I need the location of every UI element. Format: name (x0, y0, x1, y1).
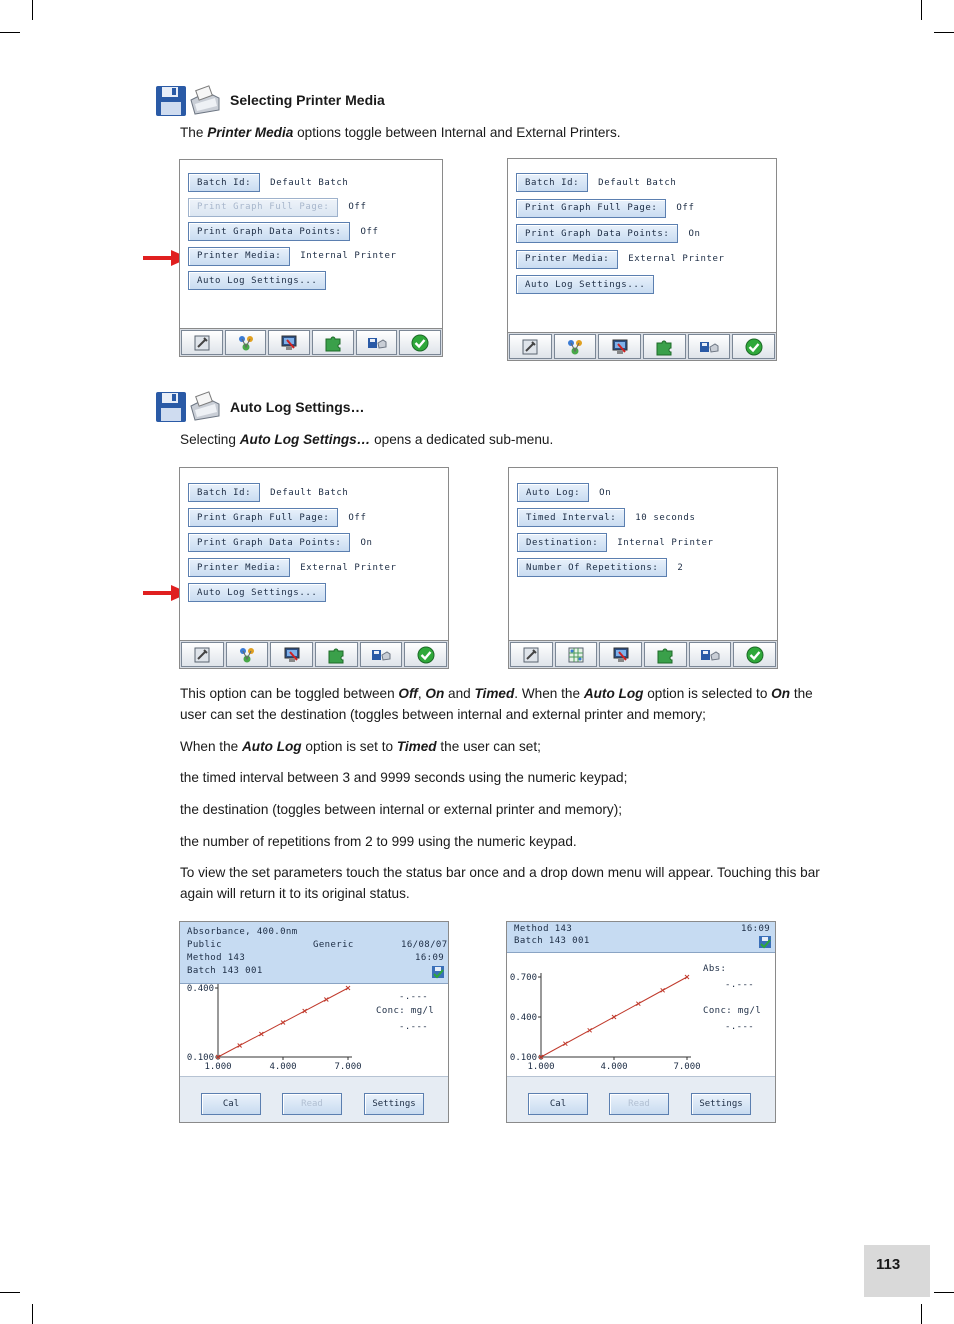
setting-button[interactable]: Print Graph Full Page: (188, 508, 338, 527)
ok-check-icon (745, 646, 765, 664)
setting-value: On (360, 537, 373, 548)
setting-row (517, 533, 714, 552)
batch-name: Batch 143 001 (187, 966, 263, 976)
x-tick-label: 4.000 (269, 1062, 297, 1072)
section-intro: The Printer Media options toggle between Internal and External Printers. (180, 125, 621, 140)
toolbar-button[interactable] (554, 334, 597, 359)
puzzle-icon (323, 334, 343, 352)
setting-button[interactable]: Batch Id: (516, 173, 588, 192)
crop-mark (0, 32, 20, 33)
puzzle-icon (654, 338, 674, 356)
profile-name: Generic (313, 940, 354, 950)
setting-value: External Printer (300, 562, 397, 573)
setting-value: On (599, 487, 612, 498)
setting-row (517, 508, 695, 527)
graph-screen (506, 921, 776, 1123)
data-point (324, 998, 328, 1002)
grid-icon (566, 646, 586, 664)
setting-value: Off (348, 202, 367, 212)
setting-value: Default Batch (270, 487, 349, 498)
settings-button[interactable]: Settings (364, 1093, 424, 1115)
timed-paragraph: When the Auto Log option is set to Timed the user can set; (180, 739, 541, 754)
conc-label: Conc: mg/l (376, 1006, 435, 1016)
y-tick-label: 0.100 (509, 1053, 537, 1063)
toolbar-button[interactable] (312, 330, 354, 355)
save-print-icon (371, 646, 391, 664)
x-tick-label: 7.000 (673, 1062, 701, 1072)
toolbar-button[interactable] (225, 330, 267, 355)
setting-button[interactable]: Print Graph Full Page: (516, 199, 666, 218)
computer-icon (279, 334, 299, 352)
setting-button[interactable]: Printer Media: (188, 558, 290, 577)
save-print-icon (155, 84, 223, 118)
data-point (685, 975, 689, 979)
connections-icon (565, 338, 585, 356)
computer-icon (610, 338, 630, 356)
toolbar-button[interactable] (315, 642, 358, 667)
setting-button[interactable]: Auto Log: (517, 483, 589, 502)
toolbar-button[interactable] (732, 334, 775, 359)
data-point (612, 1015, 616, 1019)
setting-button[interactable]: Auto Log Settings... (188, 583, 326, 602)
conc-label: Conc: mg/l (703, 1006, 762, 1016)
toolbar-button[interactable] (181, 642, 224, 667)
toolbar-button[interactable] (509, 334, 552, 359)
setting-button[interactable]: Print Graph Data Points: (188, 222, 350, 241)
setting-value: External Printer (628, 254, 725, 264)
toolbar-button[interactable] (688, 334, 731, 359)
read-button[interactable]: Read (282, 1093, 342, 1115)
data-point (661, 988, 665, 992)
setting-button[interactable]: Number Of Repetitions: (517, 558, 667, 577)
toolbar-button[interactable] (360, 642, 403, 667)
setting-row (188, 198, 366, 217)
setting-value: Internal Printer (300, 251, 397, 261)
tools-icon (192, 334, 212, 352)
setting-button[interactable]: Print Graph Data Points: (516, 224, 678, 243)
status-bar[interactable] (507, 922, 775, 953)
setting-row (516, 275, 654, 294)
data-point (303, 1009, 307, 1013)
measurement-mode: Absorbance, 400.0nm (187, 927, 298, 937)
toolbar-button[interactable] (226, 642, 269, 667)
setting-row (188, 173, 348, 192)
computer-icon (282, 646, 302, 664)
printer-settings-screen (179, 159, 443, 357)
toolbar-button[interactable] (268, 330, 310, 355)
setting-row (188, 271, 326, 290)
screen-toolbar (509, 640, 777, 668)
toolbar-button[interactable] (181, 330, 223, 355)
printer-settings-screen (179, 467, 449, 669)
data-point (588, 1028, 592, 1032)
body-paragraph: the timed interval between 3 and 9999 seconds using the numeric keypad; (180, 770, 628, 785)
setting-row (517, 558, 683, 577)
save-print-icon (699, 338, 719, 356)
connections-icon (237, 646, 257, 664)
graph-footer (180, 1076, 448, 1122)
ok-check-icon (416, 646, 436, 664)
computer-icon (611, 646, 631, 664)
setting-button[interactable]: Batch Id: (188, 173, 260, 192)
batch-name: Batch 143 001 (514, 936, 590, 946)
crop-mark (921, 0, 922, 20)
x-tick-label: 1.000 (204, 1062, 232, 1072)
settings-button[interactable]: Settings (691, 1093, 751, 1115)
setting-button[interactable]: Print Graph Full Page: (188, 198, 338, 217)
save-print-icon (700, 646, 720, 664)
crop-mark (934, 32, 954, 33)
toolbar-button[interactable] (644, 642, 687, 667)
setting-row (516, 250, 725, 269)
setting-value: Default Batch (598, 177, 677, 188)
date-text: 16/08/07 (401, 940, 448, 950)
save-status-icon (431, 965, 445, 979)
crop-mark (921, 1304, 922, 1324)
user-name: Public (187, 940, 222, 950)
toolbar-button[interactable] (733, 642, 776, 667)
toolbar-button[interactable] (643, 334, 686, 359)
setting-row (188, 508, 366, 527)
method-name: Method 143 (187, 953, 246, 963)
setting-row (188, 558, 397, 577)
tools-icon (521, 646, 541, 664)
setting-button[interactable]: Print Graph Data Points: (188, 533, 350, 552)
toolbar-button[interactable] (689, 642, 732, 667)
setting-value: Off (360, 226, 379, 237)
abs-value: -.--- (399, 992, 429, 1002)
abs-value: -.--- (725, 980, 755, 990)
graph-screen (179, 921, 449, 1123)
setting-button[interactable]: Auto Log Settings... (516, 275, 654, 294)
toolbar-button[interactable] (555, 642, 598, 667)
setting-value: On (688, 228, 701, 239)
setting-button[interactable]: Timed Interval: (517, 508, 625, 527)
crop-mark (934, 1292, 954, 1293)
crop-mark (32, 0, 33, 20)
y-tick-label: 0.700 (509, 973, 537, 983)
y-tick-label: 0.400 (509, 1013, 537, 1023)
x-tick-label: 4.000 (600, 1062, 628, 1072)
toolbar-button[interactable] (599, 642, 642, 667)
method-name: Method 143 (514, 924, 573, 934)
time-text: 16:09 (741, 924, 771, 934)
connections-icon (236, 334, 256, 352)
data-point (259, 1032, 263, 1036)
data-point (563, 1042, 567, 1046)
auto-log-paragraph: This option can be toggled between Off, On and Timed. When the Auto Log option is selected to On the user can set the destination (toggles between internal and external printer and memory; (180, 686, 813, 722)
toolbar-button[interactable] (510, 642, 553, 667)
setting-value: 2 (677, 562, 684, 573)
setting-button[interactable]: Batch Id: (188, 483, 260, 502)
page-number: 113 (864, 1245, 930, 1297)
data-point (281, 1021, 285, 1025)
tools-icon (192, 646, 212, 664)
save-print-icon (367, 334, 387, 352)
toolbar-button[interactable] (356, 330, 398, 355)
setting-row (516, 173, 676, 192)
conc-value: -.--- (725, 1022, 755, 1032)
body-paragraph: the number of repetitions from 2 to 999 using the numeric keypad. (180, 834, 577, 849)
cal-button[interactable]: Cal (528, 1093, 588, 1115)
graph-footer (507, 1076, 775, 1122)
section-intro: Selecting Auto Log Settings… opens a dedicated sub-menu. (180, 432, 554, 447)
toolbar-button[interactable] (404, 642, 447, 667)
body-paragraph: To view the set parameters touch the status bar once and a drop down menu will appear. Touching this bar again will return it to its original status. (180, 865, 820, 901)
setting-row (188, 247, 397, 266)
setting-button[interactable]: Auto Log Settings... (188, 271, 326, 290)
crop-mark (32, 1304, 33, 1324)
x-tick-label: 7.000 (334, 1062, 362, 1072)
setting-value: Default Batch (270, 177, 349, 188)
printer-settings-screen (507, 158, 777, 361)
setting-row (188, 483, 348, 502)
crop-mark (0, 1292, 20, 1293)
setting-button[interactable]: Destination: (517, 533, 607, 552)
data-point (238, 1044, 242, 1048)
ok-check-icon (744, 338, 764, 356)
y-tick-label: 0.400 (186, 984, 214, 994)
setting-row (188, 533, 373, 552)
section-title: Auto Log Settings… (230, 399, 365, 415)
cal-button[interactable]: Cal (201, 1093, 261, 1115)
screen-toolbar (508, 332, 776, 360)
toolbar-button[interactable] (598, 334, 641, 359)
setting-button[interactable]: Printer Media: (516, 250, 618, 269)
setting-value: 10 seconds (635, 512, 696, 523)
x-tick-label: 1.000 (527, 1062, 555, 1072)
time-text: 16:09 (415, 953, 445, 963)
y-tick-label: 0.100 (186, 1053, 214, 1063)
toolbar-button[interactable] (270, 642, 313, 667)
ok-check-icon (410, 334, 430, 352)
setting-row (516, 199, 694, 218)
screen-toolbar (180, 640, 448, 668)
data-point (636, 1002, 640, 1006)
tools-icon (520, 338, 540, 356)
setting-row (188, 583, 326, 602)
screen-toolbar (180, 328, 442, 356)
read-button[interactable]: Read (609, 1093, 669, 1115)
data-point (346, 986, 350, 990)
setting-button[interactable]: Printer Media: (188, 247, 290, 266)
puzzle-icon (326, 646, 346, 664)
conc-value: -.--- (399, 1022, 429, 1032)
abs-label: Abs: (703, 964, 727, 974)
setting-value: Off (348, 512, 367, 523)
setting-value: Off (676, 203, 695, 213)
save-status-icon (758, 935, 772, 949)
setting-row (516, 224, 701, 243)
puzzle-icon (655, 646, 675, 664)
auto-log-settings-screen (508, 467, 778, 669)
body-paragraph: the destination (toggles between internal or external printer and memory); (180, 802, 623, 817)
save-print-icon (155, 390, 223, 424)
section-title: Selecting Printer Media (230, 92, 385, 108)
toolbar-button[interactable] (399, 330, 441, 355)
setting-row (188, 222, 379, 241)
setting-value: Internal Printer (617, 537, 714, 548)
setting-row (517, 483, 611, 502)
status-bar[interactable] (180, 922, 448, 984)
